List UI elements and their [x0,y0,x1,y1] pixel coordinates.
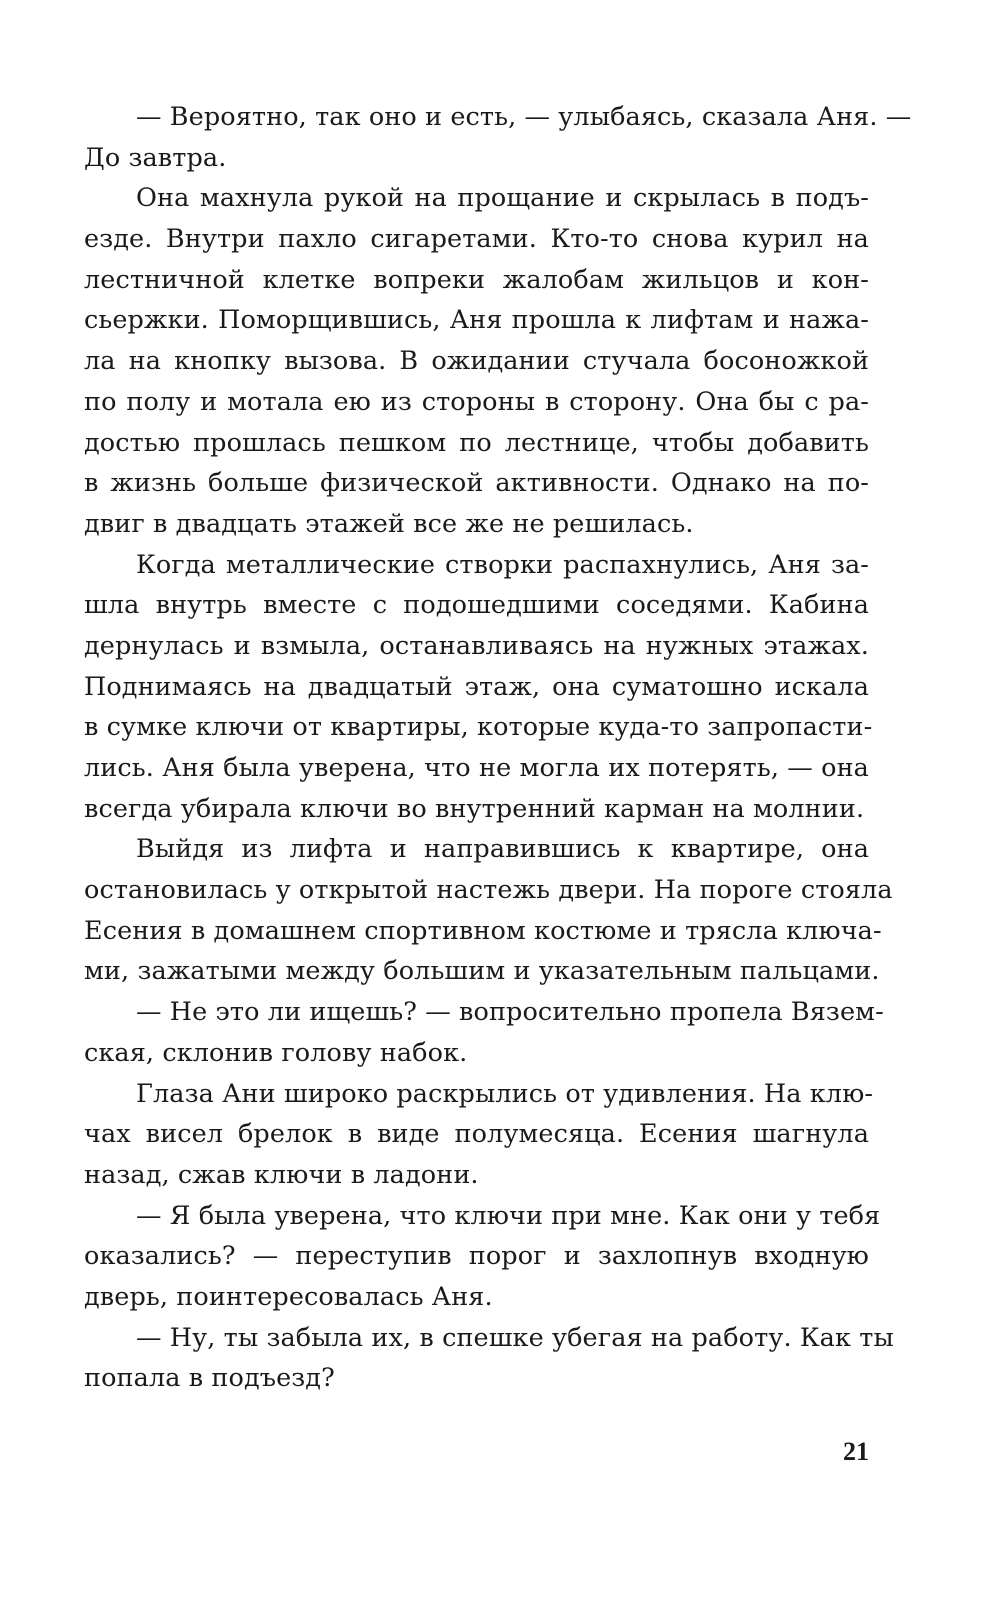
text-line: Глаза Ани широко раскрылись от удивления. На клю- [136,1078,874,1109]
text-line: дверь, поинтересовалась Аня. [84,1281,493,1312]
text-line: всегда убирала ключи во внутренний карман на молнии. [84,793,865,824]
text-line: ми, зажатыми между большим и указательным пальцами. [84,956,880,987]
text-line: шла внутрь вместе с подошедшими соседями. Кабина [84,590,869,621]
text-line: — Ну, ты забыла их, в спешке убегая на работу. Как ты [136,1322,894,1353]
text-line: Поднимаясь на двадцатый этаж, она суматошно искала [84,671,869,702]
paragraph [84,1196,881,1318]
text-line: сьержки. Поморщившись, Аня прошла к лифтам и нажа- [84,305,869,336]
text-line: — Не это ли ищешь? — вопросительно пропела Вязем- [136,997,884,1028]
text-line: Выйдя из лифта и направившись к квартире, она [136,834,869,865]
paragraph [84,545,873,830]
text-line: дернулась и взмыла, останавливаясь на нужных этажах. [84,630,869,661]
text-line: двиг в двадцать этажей все же не решилась. [84,508,694,539]
text-line: в сумке ключи от квартиры, которые куда-то запропасти- [84,712,873,743]
paragraph [84,829,893,992]
text-line: Она махнула рукой на прощание и скрылась в подъ- [136,183,869,214]
page-body [84,97,912,1399]
text-line: езде. Внутри пахло сигаретами. Кто-то снова курил на [84,224,869,255]
text-line: Когда металлические створки распахнулись, Аня за- [136,549,869,580]
text-line: — Вероятно, так оно и есть, — улыбаясь, сказала Аня. — [136,102,912,132]
text-line: попала в подъезд? [84,1363,335,1394]
text-line: оказались? — переступив порог и захлопнув входную [84,1241,869,1272]
text-line: До завтра. [84,142,227,173]
page-number: 21 [843,1437,869,1466]
text-line: ла на кнопку вызова. В ожидании стучала босоножкой [84,346,869,377]
paragraph [84,1074,874,1196]
text-line: по полу и мотала ею из стороны в сторону. Она бы с ра- [84,386,869,417]
paragraph [84,992,884,1073]
text-line: лестничной клетке вопреки жалобам жильцов и кон- [84,264,869,295]
text-line: — Я была уверена, что ключи при мне. Как они у тебя [136,1200,881,1231]
text-line: назад, сжав ключи в ладони. [84,1159,479,1190]
text-line: ская, склонив голову набок. [84,1037,468,1068]
text-line: Есения в домашнем спортивном костюме и трясла ключа- [84,915,882,946]
text-line: лись. Аня была уверена, что не могла их потерять, — она [84,753,869,783]
text-line: в жизнь больше физической активности. Однако на по- [84,468,869,499]
text-line: остановилась у открытой настежь двери. На пороге стояла [84,875,893,906]
text-line: достью прошлась пешком по лестнице, чтобы добавить [84,427,869,458]
text-line: чах висел брелок в виде полумесяца. Есения шагнула [84,1119,869,1150]
paragraph [84,97,912,178]
paragraph [84,178,869,544]
paragraph [84,1318,894,1399]
